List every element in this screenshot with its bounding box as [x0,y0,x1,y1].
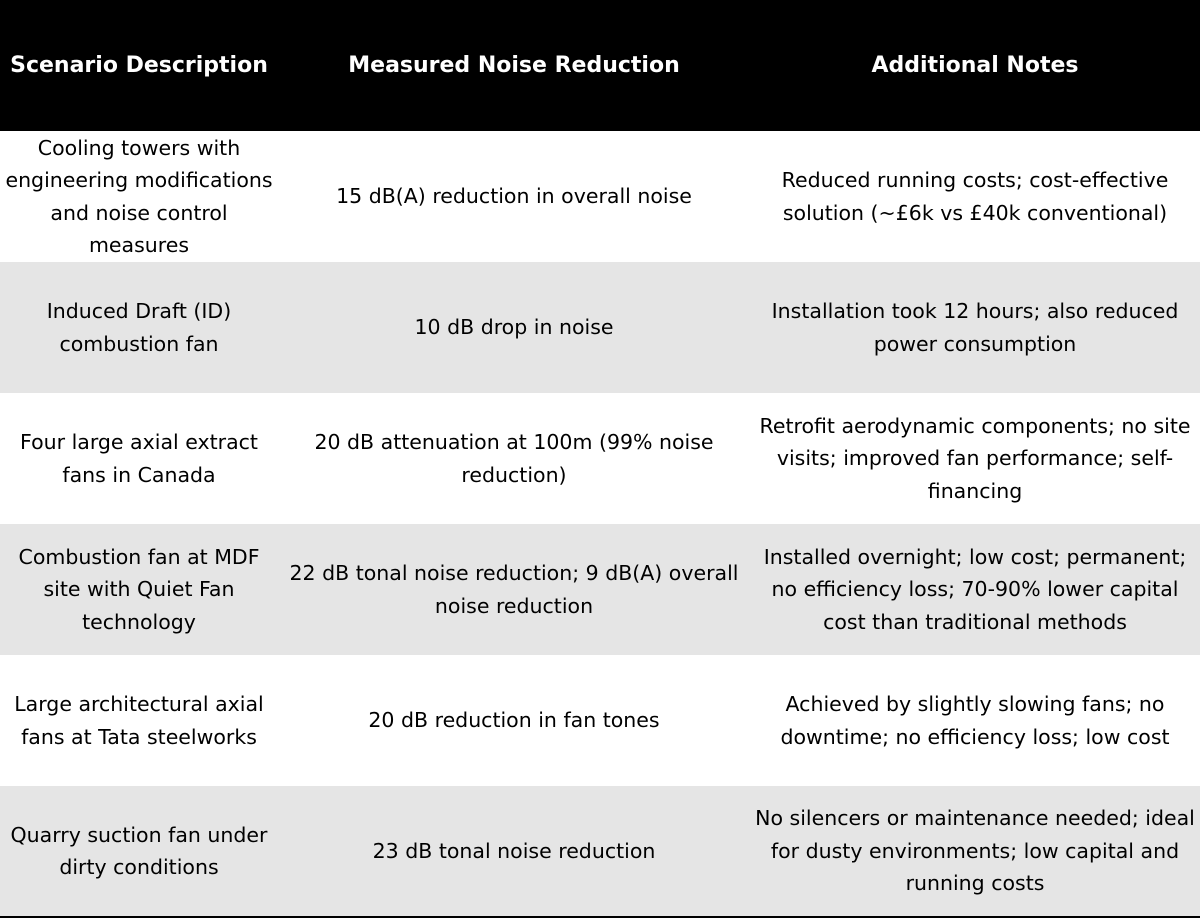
header-measured-noise-reduction: Measured Noise Reduction [348,53,680,78]
table-row [0,262,1200,393]
noise-reduction-cell: 20 dB reduction in fan tones [368,708,660,733]
scenario-cell: Large architectural axial fans at Tata steelworks [14,692,264,749]
notes-cell: Installed overnight; low cost; permanent; no efficiency loss; 70-90% lower capital cost than traditional methods [763,544,1187,634]
notes-cell: Retrofit aerodynamic components; no site visits; improved fan performance; self-financing [759,413,1191,503]
scenario-cell: Four large axial extract fans in Canada [20,430,258,487]
table-row [0,655,1200,786]
scenario-cell: Combustion fan at MDF site with Quiet Fan technology [18,544,260,634]
noise-reduction-cell: 22 dB tonal noise reduction; 9 dB(A) overall noise reduction [289,561,739,618]
scenario-cell: Cooling towers with engineering modifications and noise control measures [5,135,273,257]
header-row [0,0,1200,131]
notes-cell: Achieved by slightly slowing fans; no downtime; no efficiency loss; low cost [780,692,1170,749]
table-header [0,0,1200,131]
header-additional-notes: Additional Notes [871,53,1079,78]
notes-cell: Reduced running costs; cost-effective solution (~£6k vs £40k conventional) [781,168,1169,225]
table-body [0,131,1200,917]
noise-reduction-cell: 23 dB tonal noise reduction [278,786,750,917]
table-row [0,524,1200,655]
notes-cell: Installation took 12 hours; also reduced power consumption [771,299,1179,356]
header-scenario-description: Scenario Description [10,53,268,78]
scenario-cell: Quarry suction fan under dirty conditions [0,786,278,917]
table-row [0,131,1200,262]
table-row [0,393,1200,524]
scenario-cell: Induced Draft (ID) combustion fan [46,299,232,356]
noise-reduction-cell: 15 dB(A) reduction in overall noise [336,184,692,209]
notes-cell: No silencers or maintenance needed; ideal for dusty environments; low capital and running costs [750,786,1200,917]
table-row [0,786,1200,917]
noise-reduction-cell: 10 dB drop in noise [414,315,614,340]
noise-reduction-cell: 20 dB attenuation at 100m (99% noise reduction) [314,430,714,487]
